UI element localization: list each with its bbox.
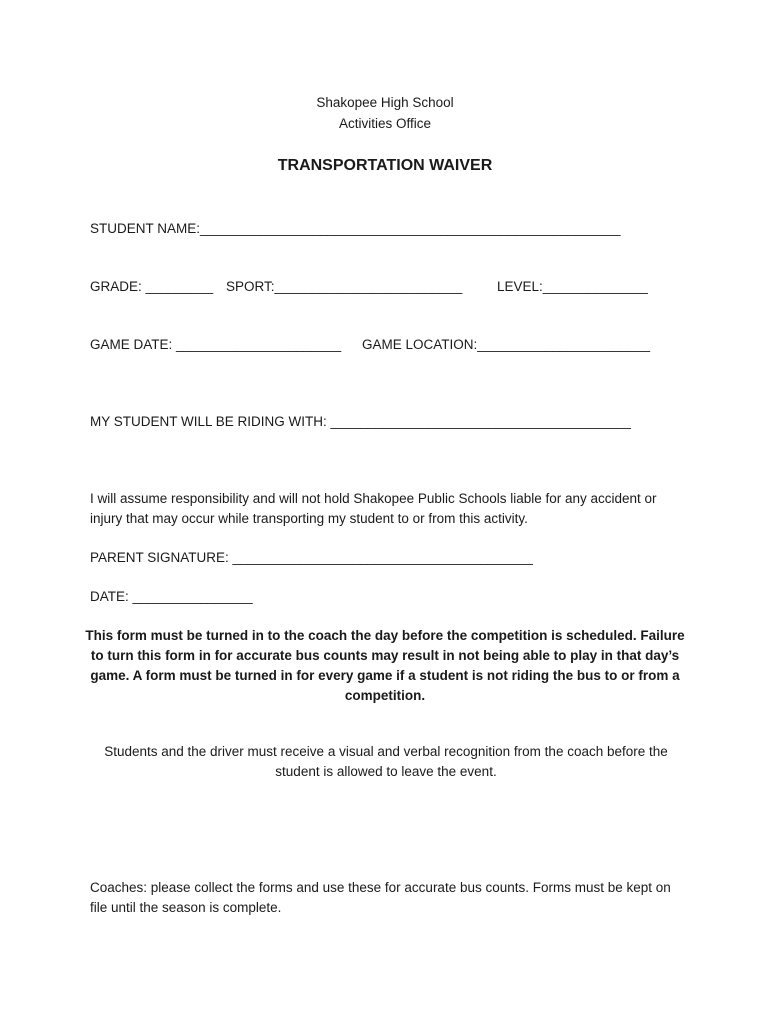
student-name-field[interactable]: STUDENT NAME:________________________________________________________ <box>90 221 621 236</box>
game-location-field[interactable]: GAME LOCATION:_______________________ <box>362 337 650 352</box>
date-field[interactable]: DATE: ________________ <box>90 589 253 604</box>
submission-notice: This form must be turned in to the coach the day before the competition is scheduled. Failure to turn this form in for accurate bus counts may result in not being able to play in that day’s game. A form must be turned in for every game if a student is not riding the bus to or from a competition. <box>85 628 685 703</box>
riding-with-field[interactable]: MY STUDENT WILL BE RIDING WITH: ________________________________________ <box>90 414 631 429</box>
office-name: Activities Office <box>338 116 432 131</box>
school-name: Shakopee High School <box>316 95 454 110</box>
level-field[interactable]: LEVEL:______________ <box>497 279 648 294</box>
responsibility-statement: I will assume responsibility and will not hold Shakopee Public Schools liable for any accident or injury that may occur while transporting my student to or from this activity. <box>90 491 657 526</box>
coaches-note: Coaches: please collect the forms and use these for accurate bus counts. Forms must be kept on file until the season is complete. <box>90 880 671 915</box>
sport-field[interactable]: SPORT:_________________________ <box>226 279 463 294</box>
grade-field[interactable]: GRADE: _________ <box>90 279 214 294</box>
parent-signature-field[interactable]: PARENT SIGNATURE: ________________________________________ <box>90 550 533 565</box>
game-date-field[interactable]: GAME DATE: ______________________ <box>90 337 342 352</box>
page-title: TRANSPORTATION WAIVER <box>277 157 493 174</box>
recognition-statement: Students and the driver must receive a visual and verbal recognition from the coach before the student is allowed to leave the event. <box>104 744 668 779</box>
